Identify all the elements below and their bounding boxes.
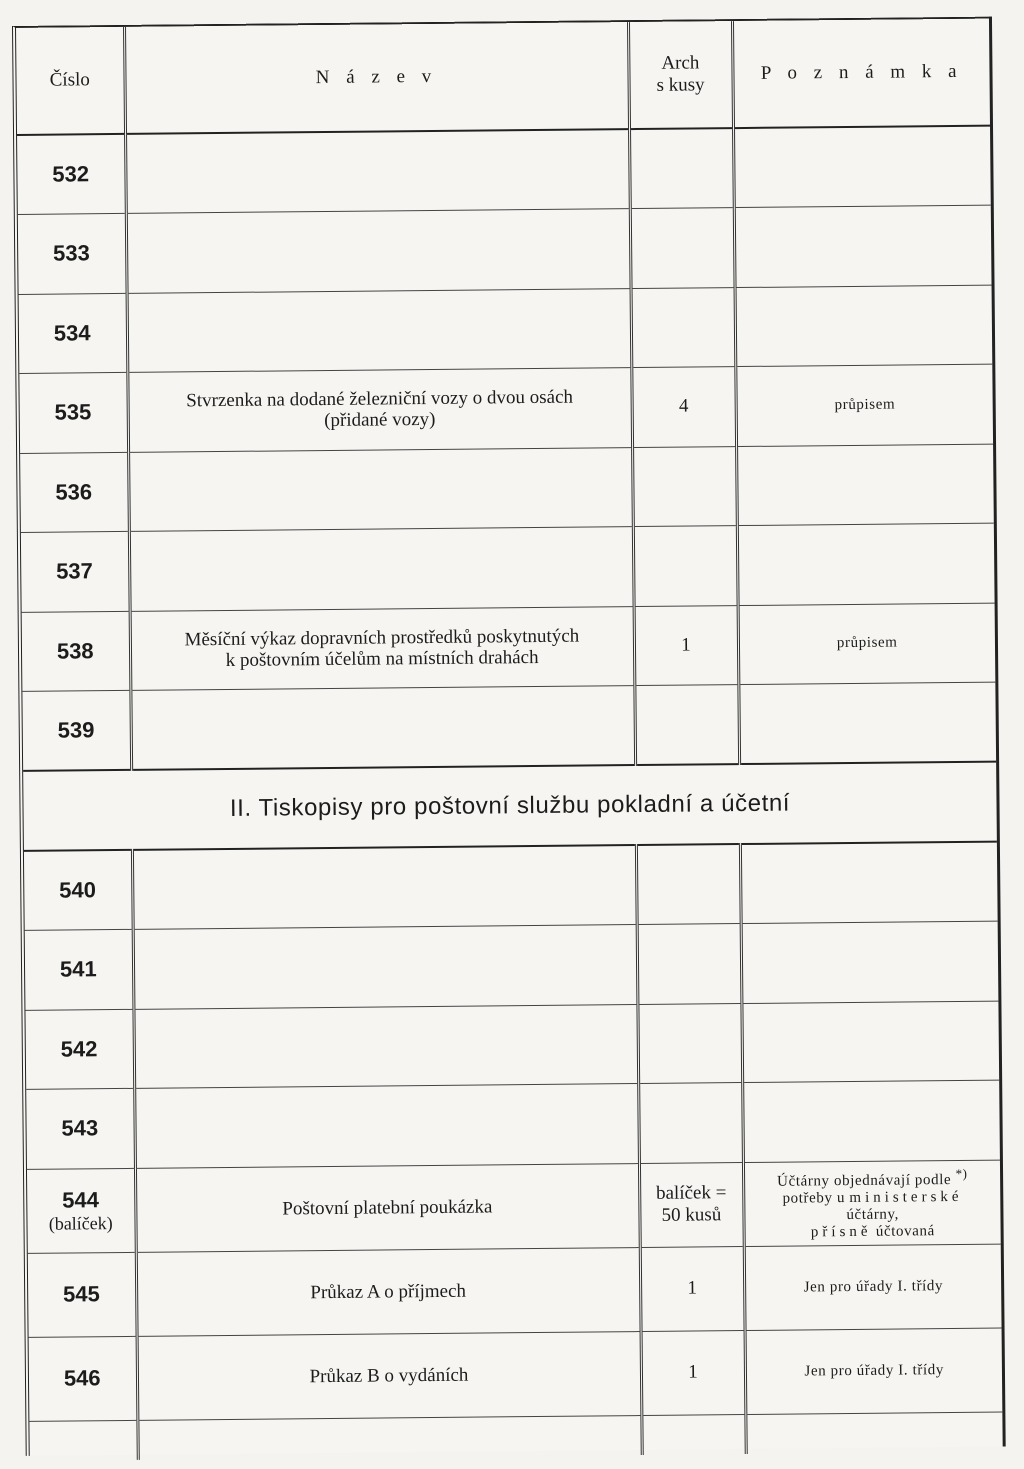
row-arch <box>633 526 738 606</box>
row-note-line2a: potřeby u <box>782 1189 846 1207</box>
row-name <box>130 606 635 690</box>
section-title: II. Tiskopisy pro poštovní službu pokladní a účetní <box>23 762 997 851</box>
header-poznamka: P o z n á m k a <box>732 19 990 128</box>
row-note-line4b: účtovaná <box>875 1222 935 1240</box>
row-number: 545 <box>28 1252 137 1337</box>
row-name <box>125 129 630 213</box>
row-note-line4a: přísně <box>810 1223 872 1240</box>
row-number: 546 <box>29 1336 138 1421</box>
form-register-table <box>16 19 1003 1461</box>
header-arch-line1: Arch <box>661 52 700 74</box>
row-note: průpisem <box>735 364 993 446</box>
row-number <box>27 1168 136 1253</box>
row-arch <box>636 844 741 924</box>
row-name: Průkaz B o vydáních <box>137 1331 642 1420</box>
row-name-line1: Měsíční výkaz dopravních prostředků poskytnutých <box>184 625 580 651</box>
table-row <box>19 364 993 453</box>
row-number: 539 <box>22 690 131 771</box>
row-name <box>130 686 635 770</box>
row-number: 538 <box>22 611 131 692</box>
table-header-row <box>16 19 990 135</box>
row-number: 542 <box>25 1009 134 1090</box>
row-name <box>132 845 637 929</box>
header-arch <box>628 21 733 129</box>
row-arch <box>630 208 735 288</box>
table-row <box>25 1001 999 1090</box>
row-arch-line1: balíček = <box>655 1182 727 1204</box>
table-row <box>21 523 995 612</box>
row-arch <box>638 1083 743 1163</box>
row-number: 535 <box>19 372 128 453</box>
row-number: 543 <box>26 1088 135 1169</box>
row-note: Jen pro úřady I. třídy <box>744 1244 1002 1330</box>
row-note <box>741 1001 999 1083</box>
row-name <box>134 1084 639 1168</box>
row-note <box>733 126 991 208</box>
row-arch <box>637 1003 742 1083</box>
row-note <box>741 921 999 1003</box>
table-row <box>24 842 998 931</box>
table-row <box>18 205 992 294</box>
header-nazev: N á z e v <box>124 22 629 134</box>
row-number: 534 <box>19 293 128 374</box>
header-arch-line2: s kusy <box>656 74 705 96</box>
table-row <box>26 1080 1000 1169</box>
row-arch <box>634 685 739 765</box>
row-note: průpisem <box>738 603 996 685</box>
table-row <box>28 1244 1002 1337</box>
row-note <box>743 1160 1001 1246</box>
table-row <box>20 444 994 533</box>
row-name <box>128 447 633 531</box>
row-number: 540 <box>24 850 133 931</box>
table-row <box>25 921 999 1010</box>
row-number-sub: (balíček) <box>48 1212 113 1234</box>
row-note-line2b: ministerské <box>849 1188 963 1206</box>
row-name <box>127 288 632 372</box>
header-cislo: Číslo <box>16 27 125 135</box>
row-number: 533 <box>18 213 127 294</box>
footnote-marker: *) <box>955 1165 968 1181</box>
row-arch <box>632 446 737 526</box>
table-row <box>29 1328 1003 1421</box>
row-name <box>129 527 634 611</box>
row-number: 541 <box>25 929 134 1010</box>
empty-cell <box>745 1412 1002 1454</box>
row-arch <box>637 924 742 1004</box>
row-note-line1: Účtárny objednávají podle <box>777 1171 952 1190</box>
row-note <box>738 682 996 764</box>
empty-cell <box>29 1420 137 1461</box>
row-number: 536 <box>20 452 129 533</box>
table-row <box>27 1160 1001 1253</box>
row-name-line2: k poštovním účelům na místních drahách <box>225 646 539 671</box>
row-note <box>742 1080 1000 1162</box>
table-row <box>19 285 993 374</box>
row-note <box>740 842 998 924</box>
row-arch <box>639 1162 744 1247</box>
row-name <box>126 209 631 293</box>
table-row <box>22 682 996 771</box>
section-heading-row <box>23 762 997 851</box>
row-arch: 1 <box>634 605 739 685</box>
row-note-line3: účtárny, <box>846 1206 900 1223</box>
row-number: 532 <box>17 134 126 215</box>
row-name: Poštovní platební poukázka <box>135 1163 640 1252</box>
row-arch: 4 <box>631 367 736 447</box>
row-note <box>734 205 992 287</box>
row-number: 537 <box>21 531 130 612</box>
row-name <box>133 925 638 1009</box>
row-arch <box>629 128 734 208</box>
row-arch: 1 <box>641 1330 746 1415</box>
empty-cell <box>641 1414 745 1455</box>
row-name <box>127 368 632 452</box>
row-arch: 1 <box>640 1246 745 1331</box>
form-register-page <box>12 17 1006 1456</box>
row-name: Průkaz A o příjmech <box>136 1247 641 1336</box>
empty-cell <box>137 1415 641 1460</box>
table-row <box>17 126 991 215</box>
row-note <box>737 523 995 605</box>
row-arch-line2: 50 kusů <box>661 1204 722 1226</box>
row-arch <box>631 287 736 367</box>
table-row <box>22 603 996 692</box>
table-row-empty-tail <box>29 1412 1002 1461</box>
row-name <box>133 1004 638 1088</box>
row-name-line1: Stvrzenka na dodané železniční vozy o dvou osách <box>186 386 574 412</box>
row-name-line2: (přidané vozy) <box>324 409 436 432</box>
row-number-value: 544 <box>62 1186 99 1213</box>
row-note <box>736 444 994 526</box>
row-note: Jen pro úřady I. třídy <box>745 1328 1003 1414</box>
row-note <box>735 285 993 367</box>
